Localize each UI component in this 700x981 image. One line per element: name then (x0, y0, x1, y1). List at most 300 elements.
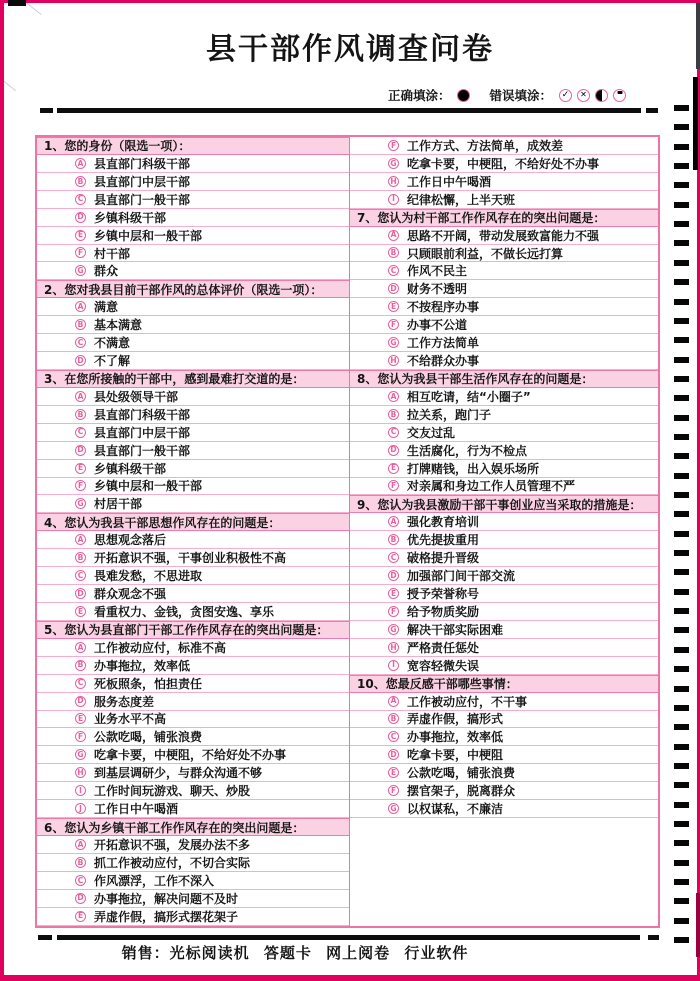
option-label: 开拓意识不强，干事创业积极性不高 (94, 551, 287, 566)
option-label: 办事拖拉，效率低 (94, 658, 191, 673)
question-header-text: 10、您最反感干部哪些事情： (357, 677, 518, 692)
question-header-text: 7、您认为村干部工作作风存在的突出问题是： (357, 211, 606, 226)
option-label: 财务不透明 (407, 282, 468, 297)
option-bubble[interactable]: E (75, 713, 86, 724)
option-bubble[interactable]: C (75, 427, 86, 438)
timing-mark (674, 124, 689, 130)
timing-mark (674, 279, 689, 285)
notch-circle-icon (613, 89, 626, 102)
timing-mark (674, 182, 689, 188)
question-header (37, 818, 349, 836)
option-bubble[interactable]: C (75, 570, 86, 581)
option-row (350, 298, 658, 316)
timing-mark (674, 531, 689, 537)
option-row (350, 603, 658, 621)
option-bubble[interactable]: A (388, 230, 399, 241)
option-row (37, 675, 349, 693)
option-row (350, 513, 658, 531)
option-row (350, 442, 658, 460)
option-label: 办事拖拉，效率低 (407, 730, 504, 745)
timing-mark (674, 686, 689, 692)
timing-mark (674, 337, 689, 343)
option-label: 思想观念落后 (94, 533, 167, 548)
option-label: 破格提升晋级 (407, 551, 480, 566)
option-label: 县直部门科级干部 (94, 407, 191, 422)
option-row (37, 890, 349, 908)
option-bubble[interactable]: C (388, 731, 399, 742)
option-row (350, 693, 658, 711)
option-bubble[interactable]: E (75, 911, 86, 922)
question-header-text: 9、您认为我县激励干部干事创业应当采取的措施是： (357, 497, 642, 512)
question-header (37, 621, 349, 639)
option-bubble[interactable]: E (75, 463, 86, 474)
option-row (37, 424, 349, 442)
right-edge-dark-mark-bottom (696, 893, 700, 957)
option-label: 严格责任惩处 (407, 640, 480, 655)
option-label: 县直部门科级干部 (94, 156, 191, 171)
option-bubble[interactable]: E (388, 463, 399, 474)
option-label: 给予物质奖励 (407, 604, 480, 619)
option-label: 工作方法简单 (407, 336, 480, 351)
option-row (37, 245, 349, 263)
option-row (350, 316, 658, 334)
option-label: 畏难发愁，不思进取 (94, 569, 203, 584)
timing-mark (674, 569, 689, 575)
half-filled-circle-icon (595, 89, 608, 102)
option-bubble[interactable]: I (75, 785, 86, 796)
option-bubble[interactable]: H (388, 355, 399, 366)
option-row (37, 854, 349, 872)
question-header (37, 137, 349, 155)
option-row (37, 209, 349, 227)
option-bubble[interactable]: F (388, 785, 399, 796)
option-label: 县直部门中层干部 (94, 174, 191, 189)
option-bubble[interactable]: C (388, 265, 399, 276)
option-row (37, 155, 349, 173)
timing-mark (674, 240, 689, 246)
option-bubble[interactable]: H (388, 642, 399, 653)
option-row (350, 549, 658, 567)
option-row (37, 782, 349, 800)
timing-mark (674, 627, 689, 633)
option-bubble[interactable]: E (388, 301, 399, 312)
option-row (37, 334, 349, 352)
timing-mark (674, 550, 689, 556)
check-circle-icon (559, 89, 572, 102)
timing-mark (674, 937, 689, 943)
timing-mark (674, 802, 689, 808)
option-bubble[interactable]: A (75, 534, 86, 545)
option-bubble[interactable]: D (75, 355, 86, 366)
option-bubble[interactable]: H (75, 767, 86, 778)
option-bubble[interactable]: A (75, 158, 86, 169)
option-row (350, 280, 658, 298)
option-label: 基本满意 (94, 318, 143, 333)
option-row (37, 746, 349, 764)
option-row (350, 764, 658, 782)
option-row (37, 406, 349, 424)
option-bubble[interactable]: D (75, 212, 86, 223)
question-header-text: 5、您认为县直部门干部工作作风存在的突出问题是： (44, 623, 329, 638)
option-label: 公款吃喝，铺张浪费 (94, 730, 203, 745)
timing-mark (674, 724, 689, 730)
option-row (37, 173, 349, 191)
option-row (37, 478, 349, 496)
option-label: 工作日中午喝酒 (407, 174, 492, 189)
option-row (37, 603, 349, 621)
separator-line-bottom (57, 935, 640, 940)
option-bubble[interactable]: B (388, 409, 399, 420)
option-row (350, 585, 658, 603)
option-row (37, 567, 349, 585)
option-row (350, 460, 658, 478)
option-bubble[interactable]: I (388, 660, 399, 671)
questionnaire-table (35, 135, 660, 928)
timing-mark (674, 492, 689, 498)
timing-mark (674, 763, 689, 769)
option-label: 县直部门一般干部 (94, 192, 191, 207)
option-label: 吃拿卡要，中梗阻，不给好处不办事 (407, 156, 600, 171)
timing-mark (674, 473, 689, 479)
question-header (37, 513, 349, 531)
option-row (37, 764, 349, 782)
timing-mark (674, 744, 689, 750)
option-bubble[interactable]: C (388, 552, 399, 563)
option-row (37, 585, 349, 603)
option-bubble[interactable]: D (75, 696, 86, 707)
option-row (37, 316, 349, 334)
option-row (350, 621, 658, 639)
timing-mark (674, 860, 689, 866)
option-label: 思路不开阔，带动发展致富能力不强 (407, 228, 600, 243)
option-bubble[interactable]: A (75, 301, 86, 312)
option-label: 不给群众办事 (407, 354, 480, 369)
correct-fill-label: 正确填涂： (387, 88, 451, 103)
option-bubble[interactable]: B (388, 713, 399, 724)
timing-mark (674, 318, 689, 324)
question-header (350, 495, 658, 513)
timing-mark (674, 105, 689, 111)
option-bubble[interactable]: G (388, 337, 399, 348)
option-row (350, 334, 658, 352)
right-edge-dark-mark (696, 3, 700, 69)
option-bubble[interactable]: F (388, 140, 399, 151)
option-row (37, 227, 349, 245)
option-label: 纪律松懈，上半天班 (407, 192, 516, 207)
option-bubble[interactable]: B (75, 176, 86, 187)
page-title: 县干部作风调查问卷 (206, 32, 494, 67)
option-bubble[interactable]: F (388, 319, 399, 330)
option-bubble[interactable]: D (75, 893, 86, 904)
question-header-text: 6、您认为乡镇干部工作作风存在的突出问题是： (44, 820, 305, 835)
option-row (350, 800, 658, 818)
option-bubble[interactable]: B (75, 857, 86, 868)
timing-mark (674, 221, 689, 227)
option-bubble[interactable]: I (388, 194, 399, 205)
option-label: 解决干部实际困难 (407, 622, 504, 637)
question-header-text: 8、您认为我县干部生活作风存在的问题是： (357, 372, 594, 387)
option-bubble[interactable]: C (388, 427, 399, 438)
option-row (350, 352, 658, 370)
option-row (350, 388, 658, 406)
option-bubble[interactable]: A (75, 642, 86, 653)
option-label: 办事拖拉，解决问题不及时 (94, 891, 239, 906)
option-row (350, 245, 658, 263)
option-label: 开拓意识不强，发展办法不多 (94, 837, 251, 852)
option-row (37, 728, 349, 746)
option-label: 死板照条，怕担责任 (94, 676, 203, 691)
timing-mark (674, 879, 689, 885)
option-bubble[interactable]: A (75, 391, 86, 402)
option-row (37, 495, 349, 513)
timing-mark (674, 647, 689, 653)
option-bubble[interactable]: E (388, 588, 399, 599)
option-label: 宽容轻微失误 (407, 658, 480, 673)
timing-mark (674, 202, 689, 208)
timing-mark (674, 705, 689, 711)
option-label: 摆官架子，脱离群众 (407, 784, 516, 799)
option-label: 满意 (94, 300, 119, 315)
option-bubble[interactable]: E (75, 230, 86, 241)
option-row (350, 155, 658, 173)
option-label: 以权谋私，不廉洁 (407, 802, 504, 817)
option-label: 只顾眼前利益，不做长远打算 (407, 246, 564, 261)
option-bubble[interactable]: J (75, 803, 86, 814)
option-row (350, 406, 658, 424)
option-bubble[interactable]: A (75, 839, 86, 850)
option-bubble[interactable]: E (75, 606, 86, 617)
timing-mark (674, 434, 689, 440)
timing-mark (674, 898, 689, 904)
option-row (350, 746, 658, 764)
separator-line-bottom-dash (38, 935, 52, 940)
timing-mark (674, 666, 689, 672)
option-label: 县直部门中层干部 (94, 425, 191, 440)
separator-line-top (57, 108, 641, 113)
option-bubble[interactable]: F (75, 731, 86, 742)
option-row (37, 442, 349, 460)
option-label: 弄虚作假，搞形式摆花架子 (94, 909, 239, 924)
timing-mark (674, 260, 689, 266)
option-bubble[interactable]: D (75, 445, 86, 456)
option-bubble[interactable]: B (75, 660, 86, 671)
option-label: 不按程序办事 (407, 300, 480, 315)
option-label: 看重权力、金钱，贪图安逸、享乐 (94, 604, 275, 619)
option-label: 办事不公道 (407, 318, 468, 333)
option-label: 县直部门一般干部 (94, 443, 191, 458)
option-label: 乡镇中层和一般干部 (94, 479, 203, 494)
option-row (350, 531, 658, 549)
option-bubble[interactable]: E (388, 767, 399, 778)
option-bubble[interactable]: F (388, 606, 399, 617)
option-bubble[interactable]: D (388, 570, 399, 581)
option-row (350, 262, 658, 280)
option-bubble[interactable]: B (75, 552, 86, 563)
question-header-text: 4、您认为我县干部思想作风存在的问题是： (44, 515, 281, 530)
option-label: 服务态度差 (94, 694, 155, 709)
option-label: 对亲属和身边工作人员管理不严 (407, 479, 576, 494)
option-bubble[interactable]: B (388, 534, 399, 545)
option-row (350, 191, 658, 209)
option-bubble[interactable]: G (75, 749, 86, 760)
separator-line-top-dash (646, 108, 658, 113)
option-label: 公款吃喝，铺张浪费 (407, 766, 516, 781)
option-label: 生活腐化，行为不检点 (407, 443, 528, 458)
option-label: 村干部 (94, 246, 131, 261)
option-bubble[interactable]: B (388, 247, 399, 258)
option-row (37, 639, 349, 657)
fill-legend (388, 86, 626, 104)
option-row (37, 262, 349, 280)
option-label: 吃拿卡要，中梗阻 (407, 748, 504, 763)
option-label: 弄虚作假，搞形式 (407, 712, 504, 727)
corner-fold-line (0, 78, 16, 92)
option-label: 工作日中午喝酒 (94, 802, 179, 817)
separator-line-top-dash (40, 108, 53, 113)
option-bubble[interactable]: D (388, 283, 399, 294)
option-bubble[interactable]: G (388, 158, 399, 169)
timing-mark (674, 782, 689, 788)
timing-mark (674, 453, 689, 459)
option-bubble[interactable]: C (75, 875, 86, 886)
option-bubble[interactable]: A (388, 391, 399, 402)
option-label: 优先提拔重用 (407, 533, 480, 548)
question-header (350, 370, 658, 388)
timing-mark (674, 376, 689, 382)
timing-mark (674, 511, 689, 517)
option-row (350, 657, 658, 675)
option-bubble[interactable]: A (388, 516, 399, 527)
question-header (37, 370, 349, 388)
option-label: 工作方式、方法简单，成效差 (407, 138, 564, 153)
option-row (37, 872, 349, 890)
option-bubble[interactable]: A (388, 696, 399, 707)
option-bubble[interactable]: F (388, 480, 399, 491)
timing-mark (674, 918, 689, 924)
option-row (37, 191, 349, 209)
option-label: 不满意 (94, 336, 131, 351)
option-label: 强化教育培训 (407, 515, 480, 530)
option-row (37, 460, 349, 478)
option-label: 打牌赌钱，出入娱乐场所 (407, 461, 540, 476)
option-label: 乡镇科级干部 (94, 210, 167, 225)
option-row (350, 227, 658, 245)
option-row (37, 800, 349, 818)
right-edge-sync-bar (693, 77, 698, 170)
option-bubble[interactable]: C (75, 678, 86, 689)
corner-registration-mark (8, 0, 26, 6)
option-label: 授予荣誉称号 (407, 587, 480, 602)
separator-line-bottom-dash (648, 935, 659, 940)
column-right (349, 137, 658, 926)
option-label: 作风不民主 (407, 264, 468, 279)
option-row (350, 711, 658, 729)
option-row (350, 478, 658, 496)
option-label: 乡镇中层和一般干部 (94, 228, 203, 243)
option-label: 群众观念不强 (94, 587, 167, 602)
question-header-text: 1、您的身份（限选一项）： (44, 139, 191, 154)
wrong-fill-label: 错误填涂： (489, 88, 552, 103)
option-row (37, 352, 349, 370)
option-bubble[interactable]: G (388, 803, 399, 814)
timing-mark (674, 163, 689, 169)
footer-sales-text: 销售：光标阅读机 答题卡 网上阅卷 行业软件 (121, 944, 469, 962)
cross-circle-icon (577, 89, 590, 102)
question-header-text: 2、您对我县目前干部作风的总体评价（限选一项）： (44, 282, 323, 297)
option-bubble[interactable]: G (75, 498, 86, 509)
option-row (37, 908, 349, 926)
filled-circle-icon (457, 89, 470, 102)
option-label: 村居干部 (94, 497, 143, 512)
option-row (350, 137, 658, 155)
timing-mark (674, 821, 689, 827)
option-bubble[interactable]: C (75, 337, 86, 348)
option-label: 乡镇科级干部 (94, 461, 167, 476)
timing-mark (674, 299, 689, 305)
option-bubble[interactable]: F (75, 480, 86, 491)
option-row (350, 173, 658, 191)
question-header (350, 675, 658, 693)
option-row (350, 567, 658, 585)
option-label: 作风漂浮，工作不深入 (94, 873, 215, 888)
option-row (37, 657, 349, 675)
option-row (350, 424, 658, 442)
option-bubble[interactable]: C (75, 194, 86, 205)
option-label: 县处级领导干部 (94, 389, 179, 404)
timing-mark (674, 415, 689, 421)
option-label: 工作被动应付，标准不高 (94, 640, 227, 655)
option-row (37, 549, 349, 567)
option-row (350, 782, 658, 800)
option-label: 到基层调研少，与群众沟通不够 (94, 766, 263, 781)
option-bubble[interactable]: B (75, 319, 86, 330)
option-row (350, 728, 658, 746)
option-row (37, 388, 349, 406)
question-header (350, 209, 658, 227)
timing-mark (674, 589, 689, 595)
option-label: 工作被动应付，不干事 (407, 694, 528, 709)
timing-mark (674, 840, 689, 846)
option-row (37, 693, 349, 711)
option-row (37, 711, 349, 729)
option-label: 交友过乱 (407, 425, 456, 440)
option-bubble[interactable]: D (388, 445, 399, 456)
option-bubble[interactable]: B (75, 409, 86, 420)
question-header (37, 280, 349, 298)
option-label: 抓工作被动应付，不切合实际 (94, 855, 251, 870)
option-label: 工作时间玩游戏、聊天、炒股 (94, 784, 251, 799)
option-label: 群众 (94, 264, 119, 279)
option-label: 业务水平不高 (94, 712, 167, 727)
option-label: 相互吃请，结“小圈子” (407, 389, 531, 404)
option-row (37, 531, 349, 549)
option-bubble[interactable]: D (75, 588, 86, 599)
option-row (350, 639, 658, 657)
option-bubble[interactable]: G (75, 265, 86, 276)
timing-mark (674, 144, 689, 150)
option-bubble[interactable]: G (388, 624, 399, 635)
option-label: 拉关系，跑门子 (407, 407, 492, 422)
option-bubble[interactable]: H (388, 176, 399, 187)
option-row (37, 298, 349, 316)
option-bubble[interactable]: D (388, 749, 399, 760)
option-bubble[interactable]: F (75, 247, 86, 258)
question-header-text: 3、在您所接触的干部中，感到最难打交道的是： (44, 372, 305, 387)
option-label: 加强部门间干部交流 (407, 569, 516, 584)
option-row (37, 836, 349, 854)
column-left (37, 137, 349, 926)
option-label: 不了解 (94, 354, 131, 369)
